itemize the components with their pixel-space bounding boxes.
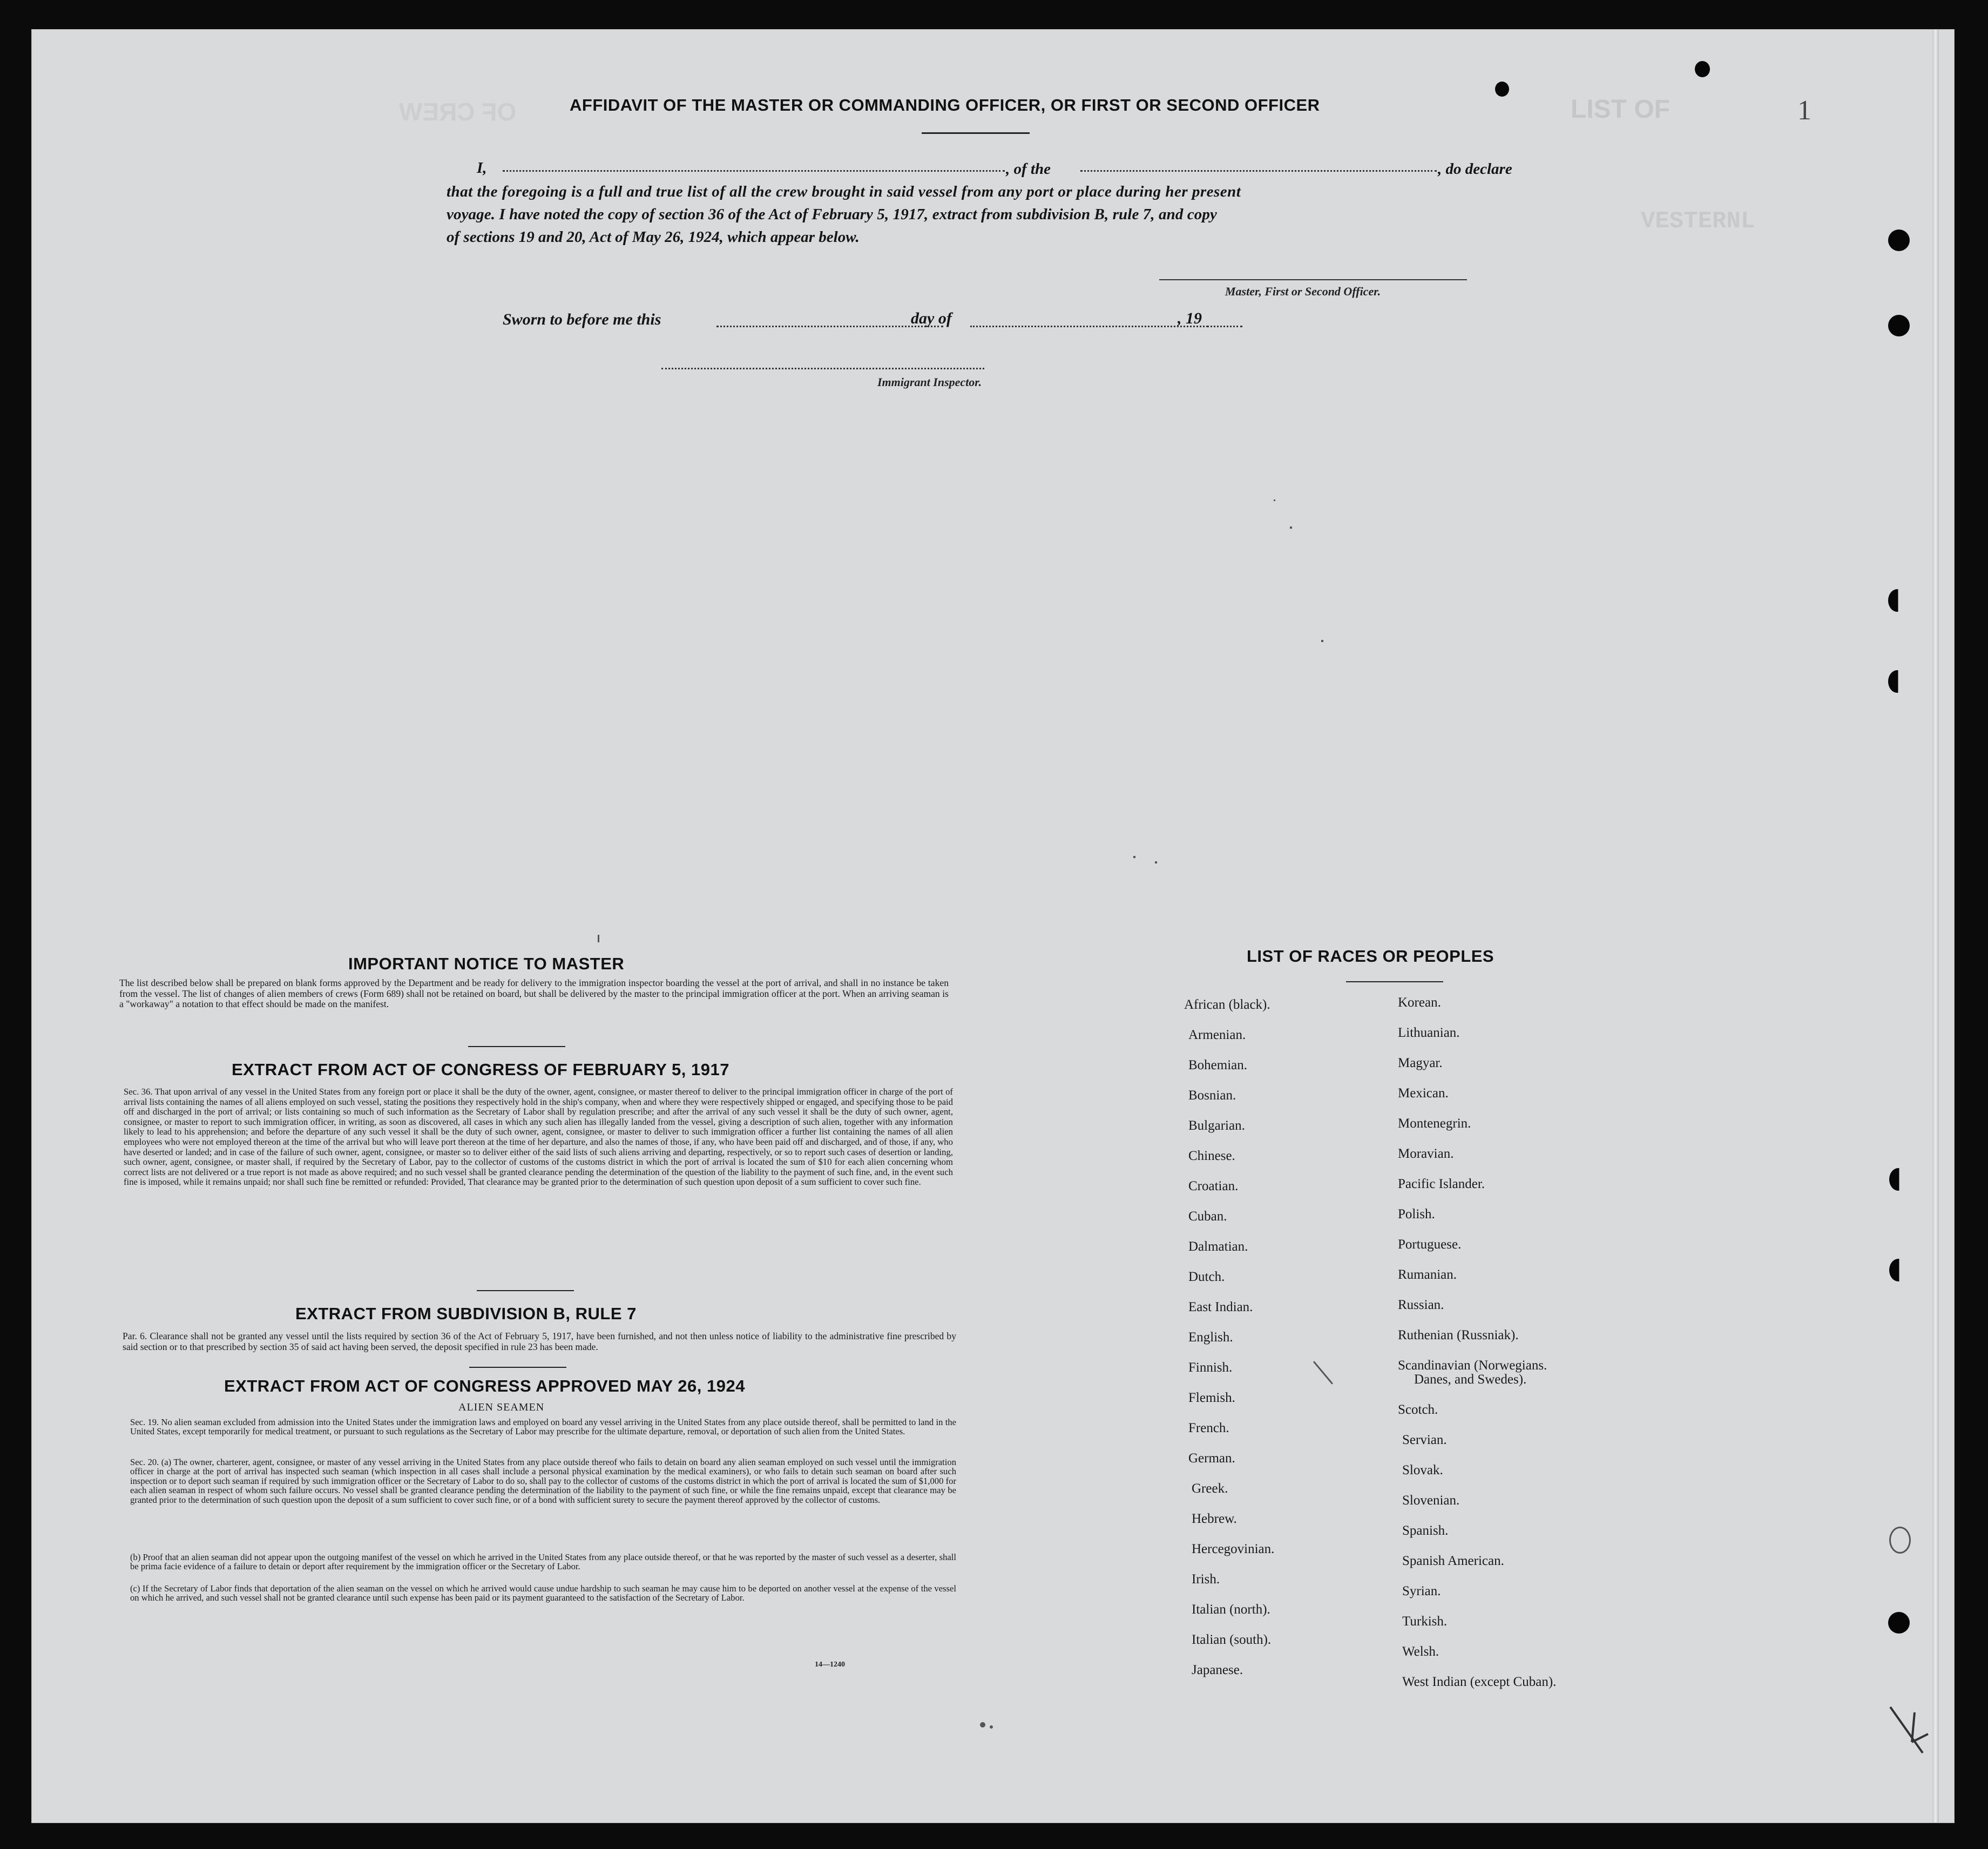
race-item: Cuban. (1188, 1209, 1227, 1224)
section-rule (469, 1367, 566, 1368)
extract-1917-title: EXTRACT FROM ACT OF CONGRESS OF FEBRUARY 5, 1917 (232, 1060, 729, 1079)
race-item: Spanish. (1402, 1523, 1449, 1538)
section-rule (477, 1290, 574, 1291)
race-item: English. (1188, 1330, 1233, 1345)
punch-hole (1888, 230, 1910, 251)
ink-mark (1155, 861, 1157, 863)
inspector-caption: Immigrant Inspector. (877, 375, 982, 389)
title-rule (922, 132, 1030, 134)
race-item: Japanese. (1192, 1663, 1243, 1677)
races-title: LIST OF RACES OR PEOPLES (1247, 947, 1495, 966)
notice-text: The list described below shall be prepared on blank forms approved by the Department and be ready for delivery to the immigration inspector boarding the vessel at the port of arrival, and shall in no instance be taken from the vessel. The list of changes of alien members of crews (Form 689) shall not be retained on board, but shall be delivered by the master to the principal immigration officer at the port. When an arriving seaman is a "workaway" a notation to that effect should be made on the manifest. (119, 977, 949, 1010)
race-item: Welsh. (1402, 1644, 1439, 1659)
affidavit-body-2: that the foregoing is a full and true list of all the crew brought in said vessel from any port or place during her present (447, 183, 1241, 200)
form-number: 14—1240 (815, 1661, 845, 1669)
sec20a-text: Sec. 20. (a) The owner, charterer, agent, consignee, or master of any vessel arriving in the United States from any place outside thereof who fails to detain on board any alien seaman employed on such vessel until the immigration officer in charge at the port of arrival has inspected such seaman (which inspection in all cases shall include a personal physical examination by the medical examiners), or who fails to detain such seaman on board after such inspection or to deport such seaman if required by such immigration officer or the Secretary of Labor to do so, shall pay to the collector of customs of the customs district in which the port of arrival is located the sum of $1,000 for each alien seaman in respect of whom such failure occurs. No vessel shall be granted clearance pending the determination of the liability to the payment of such fine, or while the fine remains unpaid, except that clearance may be granted prior to the determination of such question upon the deposit of a sum sufficient to cover such fine, or of a bond with sufficient surety to secure the payment thereof approved by the collector of customs. (130, 1457, 956, 1505)
declare-i: I, (477, 159, 487, 177)
inspector-blank (661, 368, 984, 369)
punch-hole (1695, 61, 1710, 77)
extract-rule7-title: EXTRACT FROM SUBDIVISION B, RULE 7 (295, 1304, 637, 1323)
do-declare-label: , do declare (1438, 160, 1512, 178)
race-item: German. (1188, 1451, 1235, 1466)
race-item: Mexican. (1398, 1086, 1449, 1101)
race-item: Irish. (1192, 1572, 1220, 1587)
ink-mark (1133, 856, 1135, 858)
race-item: West Indian (except Cuban). (1402, 1675, 1557, 1689)
signature-caption: Master, First or Second Officer. (1225, 285, 1381, 298)
race-item: French. (1188, 1421, 1229, 1435)
affidavit-title: AFFIDAVIT OF THE MASTER OR COMMANDING OFFICER, OR FIRST OR SECOND OFFICER (570, 96, 1320, 114)
race-item: Polish. (1398, 1207, 1435, 1222)
race-item: African (black). (1184, 997, 1270, 1012)
race-item: Rumanian. (1398, 1267, 1457, 1282)
race-item: Moravian. (1398, 1146, 1454, 1161)
pencil-check-mark (1885, 1702, 1933, 1761)
race-item: Italian (north). (1192, 1602, 1270, 1617)
extract-1924-title: EXTRACT FROM ACT OF CONGRESS APPROVED MAY 26, 1924 (224, 1376, 745, 1395)
sec19-text: Sec. 19. No alien seaman excluded from admission into the United States under the immigration laws and employed on board any vessel arriving in the United States from any place outside thereof, shall be permitted to land in the United States, except temporarily for medical treatment, or pursuant to such regulations as the Secretary of Labor may prescribe for the ultimate departure, removal, or deportation of such alien from the United States. (130, 1417, 956, 1437)
race-item: Chinese. (1188, 1149, 1235, 1163)
race-item: Pacific Islander. (1398, 1177, 1485, 1191)
race-item: Slovenian. (1402, 1493, 1460, 1508)
punch-hole (1888, 670, 1906, 693)
race-item: Flemish. (1188, 1391, 1235, 1405)
race-item: Montenegrin. (1398, 1116, 1471, 1131)
ink-mark (1321, 640, 1323, 642)
race-item: Slovak. (1402, 1463, 1443, 1477)
race-item: Turkish. (1402, 1614, 1448, 1629)
race-item: Italian (south). (1192, 1632, 1272, 1647)
sec20b-text: (b) Proof that an alien seaman did not appear upon the outgoing manifest of the vessel on which he arrived in the United States from any place outside thereof, or that he was reported by the master of such vessel as a deserter, shall be prima facie evidence of a failure to detain or deport after requirement by the immigration officer or the Secretary of Labor. (130, 1552, 956, 1572)
race-item: Croatian. (1188, 1179, 1239, 1193)
race-item: Hebrew. (1192, 1511, 1237, 1526)
bleed-through-crew: OF CREW (399, 98, 517, 126)
punch-hole (1888, 315, 1910, 336)
affidavit-body-3: voyage. I have noted the copy of section 36 of the Act of February 5, 1917, extract from subdivision B, rule 7, and copy (447, 206, 1217, 223)
year-label: , 19 (1178, 309, 1202, 327)
punch-hole (1888, 589, 1906, 612)
ink-mark (990, 1725, 993, 1729)
race-item: Greek. (1192, 1481, 1228, 1496)
race-item: Finnish. (1188, 1360, 1233, 1375)
races-rule (1346, 981, 1443, 982)
punch-hole (1889, 1527, 1911, 1554)
punch-hole (1495, 82, 1509, 97)
race-item: Hercegovinian. (1192, 1542, 1275, 1556)
vessel-blank (1080, 170, 1437, 172)
ink-mark (1313, 1361, 1333, 1384)
ink-mark (1274, 500, 1275, 501)
notice-title: IMPORTANT NOTICE TO MASTER (348, 954, 625, 973)
signature-blank (1159, 279, 1467, 280)
ink-mark (980, 1722, 985, 1727)
race-item: Scotch. (1398, 1402, 1438, 1417)
race-item: Dalmatian. (1188, 1239, 1248, 1254)
sworn-year-blank (1207, 326, 1242, 327)
punch-hole (1889, 1168, 1908, 1191)
name-blank (503, 170, 1005, 172)
punch-hole (1889, 1259, 1908, 1281)
race-item: Bosnian. (1188, 1088, 1236, 1103)
race-item: Syrian. (1402, 1584, 1441, 1598)
race-item: Portuguese. (1398, 1237, 1462, 1252)
race-item: Magyar. (1398, 1056, 1443, 1070)
race-item: Servian. (1402, 1433, 1447, 1447)
extract-1917-text: Sec. 36. That upon arrival of any vessel in the United States from any foreign port or place it shall be the duty of the owner, agent, consignee, or master thereof to deliver to the principal immigration officer in charge of the port of arrival lists containing the names of all aliens employed on such vessel, stating the positions they respectively hold in the ship's company, when and where they were respectively shipped or engaged, and specifying those to be paid off and discharged in the port of arrival; or lists containing so much of such information as the Secretary of Labor shall by regulation prescribe; and after the arrival of any such vessel it shall be the duty of such owner, agent, consignee, or master to report to such immigration officer, in writing, as soon as discovered, all cases in which any such alien has illegally landed from the vessel, giving a description of such alien, together with any information likely to lead to his apprehension; and before the departure of any such vessel it shall be the duty of such owner, agent, consignee, or master to deliver to such immigration officer a further list containing the names of all alien employees who were not employed thereon at the time of the arrival but who will leave port thereon at the time of her departure, and also the names of those, if any, who have been paid off and discharged, and of those, if any, who have deserted or landed; and in case of the failure of such owner, agent, consignee, or master so to deliver either of the said lists of such aliens arriving and departing, respectively, or so to report such cases of desertion or landing, such owner, agent, consignee, or master shall, if required by the Secretary of Labor, pay to the collector of customs of the customs district in which the port of arrival is located the sum of $10 for each alien concerning whom correct lists are not delivered or a true report is not made as above required; and no such vessel shall be granted clearance pending the determination of the question of the liability to the payment of such fine, and, in the event such fine is imposed, while it remains unpaid; nor shall such fine be remitted or refunded: Provided, That clearance may be granted prior to the determination of such question upon deposit of a sum sufficient to cover such fine. (124, 1087, 953, 1187)
sec20c-text: (c) If the Secretary of Labor finds that deportation of the alien seaman on the vessel on which he arrived would cause undue hardship to such seaman he may cause him to be deported on another vessel at the expense of the vessel on which he arrived, and such vessel shall not be granted clearance until such expense has been paid or its payment guaranteed to the satisfaction of the Secretary of Labor. (130, 1583, 956, 1603)
race-item: Korean. (1398, 995, 1441, 1010)
race-item: Bulgarian. (1188, 1118, 1245, 1133)
race-item: Dutch. (1188, 1270, 1225, 1284)
alien-seamen-subtitle: ALIEN SEAMEN (458, 1401, 545, 1413)
ink-mark (1290, 527, 1292, 529)
document-page (31, 29, 1955, 1823)
declare-line (477, 159, 487, 177)
extract-rule7-text: Par. 6. Clearance shall not be granted any vessel until the lists required by section 36 of the Act of February 5, 1917, have been furnished, and not then unless notice of liability to the administrative fine prescribed by said section or to that prescribed by section 35 of said act having been served, the deposit specified in rule 23 has been made. (123, 1331, 956, 1352)
race-item: Bohemian. (1188, 1058, 1248, 1072)
race-item: Lithuanian. (1398, 1025, 1460, 1040)
bleed-through-vessel: VESTERNL (1641, 208, 1755, 235)
page-edge (1932, 30, 1939, 1823)
bleed-through-title: LIST OF (1571, 95, 1670, 124)
race-item: Scandinavian (Norwegians. (1398, 1358, 1547, 1373)
race-item: Spanish American. (1402, 1554, 1504, 1568)
race-item: Ruthenian (Russniak). (1398, 1328, 1519, 1342)
sworn-label: Sworn to before me this (503, 311, 661, 328)
day-of-label: day of (911, 309, 952, 327)
affidavit-body-4: of sections 19 and 20, Act of May 26, 1924, which appear below. (447, 228, 860, 246)
race-item: East Indian. (1188, 1300, 1253, 1314)
ink-mark (598, 935, 599, 942)
of-the-label: , of the (1006, 160, 1051, 178)
section-rule (468, 1046, 565, 1047)
sworn-day-blank (716, 326, 943, 327)
race-item: Russian. (1398, 1298, 1444, 1312)
page-number: 1 (1797, 95, 1811, 126)
punch-hole (1888, 1612, 1910, 1634)
sworn-month-blank (970, 326, 1208, 327)
race-item: Armenian. (1188, 1028, 1246, 1042)
race-item: Danes, and Swedes). (1414, 1372, 1527, 1387)
